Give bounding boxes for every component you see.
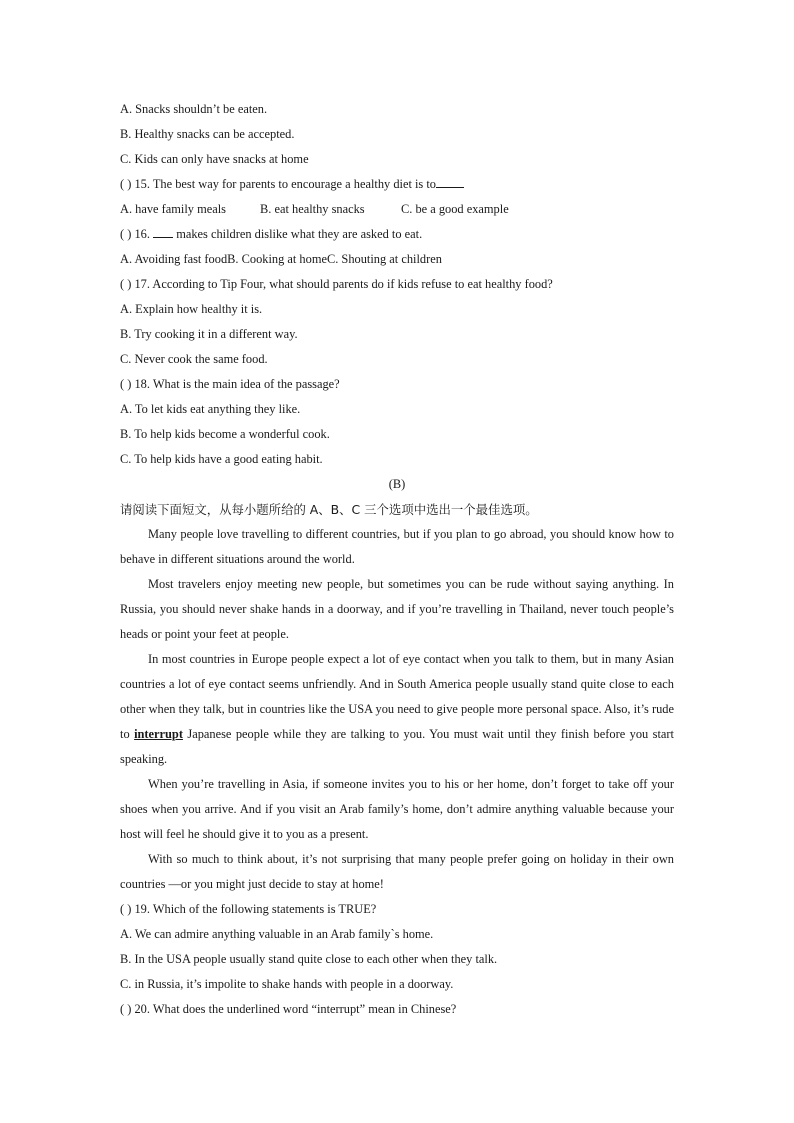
answer-bracket: ( ) (120, 177, 132, 191)
question-20 (120, 997, 674, 1022)
answer-blank (436, 175, 464, 188)
option-b: B. Healthy snacks can be accepted. (120, 127, 295, 141)
question-17 (120, 272, 674, 297)
passage-paragraph: With so much to think about, it’s not surprising that many people prefer going on holiday in their own countries —or you might just decide to stay at home! (120, 852, 674, 891)
question-16-options (120, 247, 674, 272)
paragraph-text: Japanese people while they are talking to you. You must wait until they finish before you start speaking. (120, 727, 674, 766)
option-a: A. Explain how healthy it is. (120, 302, 263, 316)
question-15-options (120, 197, 674, 222)
option-a: A. have family meals (120, 202, 226, 216)
option-c: C. To help kids have a good eating habit. (120, 452, 323, 466)
option-c: C. Shouting at children (326, 252, 442, 266)
passage-paragraph: When you’re travelling in Asia, if someone invites you to his or her home, don’t forget to take off your shoes when you arrive. And if you visit an Arab family’s home, don’t admire anything valuable because your host will feel he should give it to you as a present. (120, 777, 674, 841)
answer-bracket: ( ) (120, 377, 132, 391)
section-heading: (B) (388, 477, 406, 491)
answer-bracket: ( ) (120, 277, 132, 291)
option-c: C. Kids can only have snacks at home (120, 152, 309, 166)
question-text: 18. What is the main idea of the passage? (134, 377, 340, 391)
section-instructions: 请阅读下面短文，从每小题所给的 A、B、C 三个选项中选出一个最佳选项。 (120, 502, 538, 517)
option-b: B. Cooking at home (227, 252, 327, 266)
answer-bracket: ( ) (120, 227, 132, 241)
question-number: 16. (134, 227, 150, 241)
question-19 (120, 897, 674, 922)
option-a: A. Snacks shouldn’t be eaten. (120, 102, 268, 116)
option-a: A. Avoiding fast food (120, 252, 228, 266)
option-c: C. in Russia, it’s impolite to shake hands with people in a doorway. (120, 977, 454, 991)
option-c: C. be a good example (401, 202, 509, 216)
option-b: B. In the USA people usually stand quite close to each other when they talk. (120, 952, 498, 966)
question-text: makes children dislike what they are asked to eat. (176, 227, 423, 241)
page-content (120, 97, 674, 1022)
answer-blank (153, 225, 173, 238)
question-15 (120, 172, 674, 197)
question-text: 15. The best way for parents to encourage a healthy diet is to (134, 177, 436, 191)
option-a: A. To let kids eat anything they like. (120, 402, 301, 416)
underlined-word: interrupt (134, 727, 183, 741)
passage-paragraph (120, 647, 674, 772)
answer-bracket: ( ) (120, 902, 132, 916)
question-text: 17. According to Tip Four, what should parents do if kids refuse to eat healthy food? (134, 277, 553, 291)
option-c: C. Never cook the same food. (120, 352, 268, 366)
option-b: B. Try cooking it in a different way. (120, 327, 298, 341)
answer-bracket: ( ) (120, 1002, 132, 1016)
question-text: 19. Which of the following statements is TRUE? (134, 902, 377, 916)
passage-paragraph: Most travelers enjoy meeting new people, but sometimes you can be rude without saying anything. In Russia, you should never shake hands in a doorway, and if you’re travelling in Thailand, never touch people’s heads or point your feet at people. (120, 577, 674, 641)
option-b: B. To help kids become a wonderful cook. (120, 427, 330, 441)
option-b: B. eat healthy snacks (260, 202, 365, 216)
option-a: A. We can admire anything valuable in an Arab family`s home. (120, 927, 434, 941)
passage-paragraph: Many people love travelling to different countries, but if you plan to go abroad, you should know how to behave in different situations around the world. (120, 527, 674, 566)
question-16 (120, 222, 674, 247)
question-18 (120, 372, 674, 397)
question-text: 20. What does the underlined word “interrupt” mean in Chinese? (134, 1002, 457, 1016)
paragraph-text: In most countries in Europe people expect a lot of eye contact when you talk to them, but in many Asian countries a lot of eye contact seems unfriendly. And in South America people usually stand quite close to each other when they talk, but in countries like the USA you need to give people more personal space. Also, it’s rude to (120, 652, 674, 741)
